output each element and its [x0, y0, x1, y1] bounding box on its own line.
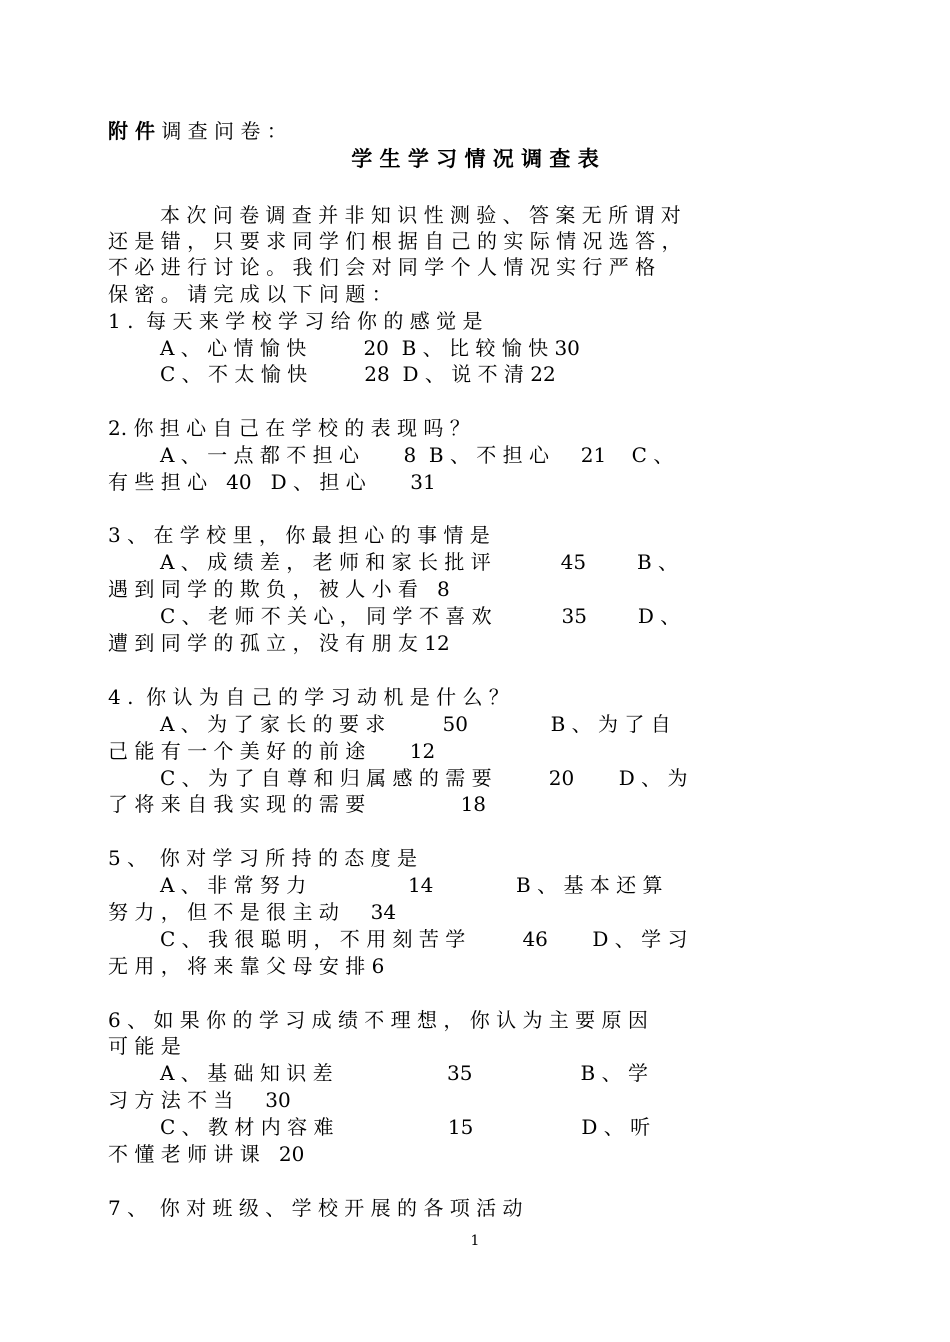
question-2-text: 2. 你 担 心 自 己 在 学 校 的 表 现 吗 ？	[108, 416, 470, 440]
page-title: 学 生 学 习 情 况 调 查 表	[351, 146, 599, 171]
question-3-option-c: C 、 老 师 不 关 心 ， 同 学 不 喜 欢 35 D 、	[160, 604, 681, 628]
question-1-options-cd: C 、 不 太 愉 快 28 D 、 说 不 清 22	[160, 362, 556, 386]
intro-line: 不 必 进 行 讨 论 。 我 们 会 对 同 学 个 人 情 况 实 行 严 格	[108, 255, 656, 279]
question-4-option-b: 己 能 有 一 个 美 好 的 前 途 12	[108, 739, 436, 763]
question-6-text-cont: 可 能 是	[108, 1034, 181, 1058]
header-text: 调 查 问 卷 ：	[154, 119, 287, 143]
intro-line: 还 是 错 ， 只 要 求 同 学 们 根 据 自 己 的 实 际 情 况 选 答 ，	[108, 229, 682, 253]
page-number: 1	[470, 1233, 480, 1249]
question-2-options-cont: 有 些 担 心 40 D 、 担 心 31	[108, 470, 436, 494]
attachment-header	[108, 118, 287, 144]
question-5-text: 5 、 你 对 学 习 所 持 的 态 度 是	[108, 846, 418, 870]
question-3-text: 3 、 在 学 校 里 ， 你 最 担 心 的 事 情 是	[108, 523, 490, 547]
question-6-text: 6 、 如 果 你 的 学 习 成 绩 不 理 想 ， 你 认 为 主 要 原 因	[108, 1008, 648, 1032]
question-3-option-d: 遭 到 同 学 的 孤 立 ， 没 有 朋 友 12	[108, 631, 450, 655]
question-3-option-b: 遇 到 同 学 的 欺 负 ， 被 人 小 看 8	[108, 577, 450, 601]
question-5-option-b: 努 力 ， 但 不 是 很 主 动 34	[108, 900, 397, 924]
question-4-text: 4 . 你 认 为 自 己 的 学 习 动 机 是 什 么 ？	[108, 685, 509, 709]
question-6-option-a: A 、 基 础 知 识 差 35 B 、 学	[160, 1061, 648, 1085]
question-1-options-ab: A 、 心 情 愉 快 20 B 、 比 较 愉 快 30	[160, 336, 580, 360]
question-5-option-a: A 、 非 常 努 力 14 B 、 基 本 还 算	[160, 873, 663, 897]
question-5-option-d: 无 用 ， 将 来 靠 父 母 安 排 6	[108, 954, 385, 978]
question-4-option-c: C 、 为 了 自 尊 和 归 属 感 的 需 要 20 D 、 为	[160, 766, 688, 790]
question-4-option-a: A 、 为 了 家 长 的 要 求 50 B 、 为 了 自	[160, 712, 671, 736]
question-6-option-c: C 、 教 材 内 容 难 15 D 、 听	[160, 1115, 651, 1139]
question-6-option-d: 不 懂 老 师 讲 课 20	[108, 1142, 305, 1166]
attachment-label: 附 件	[108, 119, 155, 143]
question-6-option-b: 习 方 法 不 当 30	[108, 1088, 291, 1112]
question-5-option-c: C 、 我 很 聪 明 ， 不 用 刻 苦 学 46 D 、 学 习	[160, 927, 688, 951]
intro-line: 保 密 。 请 完 成 以 下 问 题 ：	[108, 282, 392, 306]
question-2-options: A 、 一 点 都 不 担 心 8 B 、 不 担 心 21 C 、	[160, 443, 674, 467]
question-7-text: 7 、 你 对 班 级 、 学 校 开 展 的 各 项 活 动	[108, 1196, 523, 1220]
question-1-text: 1 . 每 天 来 学 校 学 习 给 你 的 感 觉 是	[108, 309, 483, 333]
question-3-option-a: A 、 成 绩 差 ， 老 师 和 家 长 批 评 45 B 、	[160, 550, 679, 574]
question-4-option-d: 了 将 来 自 我 实 现 的 需 要 18	[108, 792, 487, 816]
intro-line: 本 次 问 卷 调 查 并 非 知 识 性 测 验 、 答 案 无 所 谓 对	[140, 203, 681, 227]
